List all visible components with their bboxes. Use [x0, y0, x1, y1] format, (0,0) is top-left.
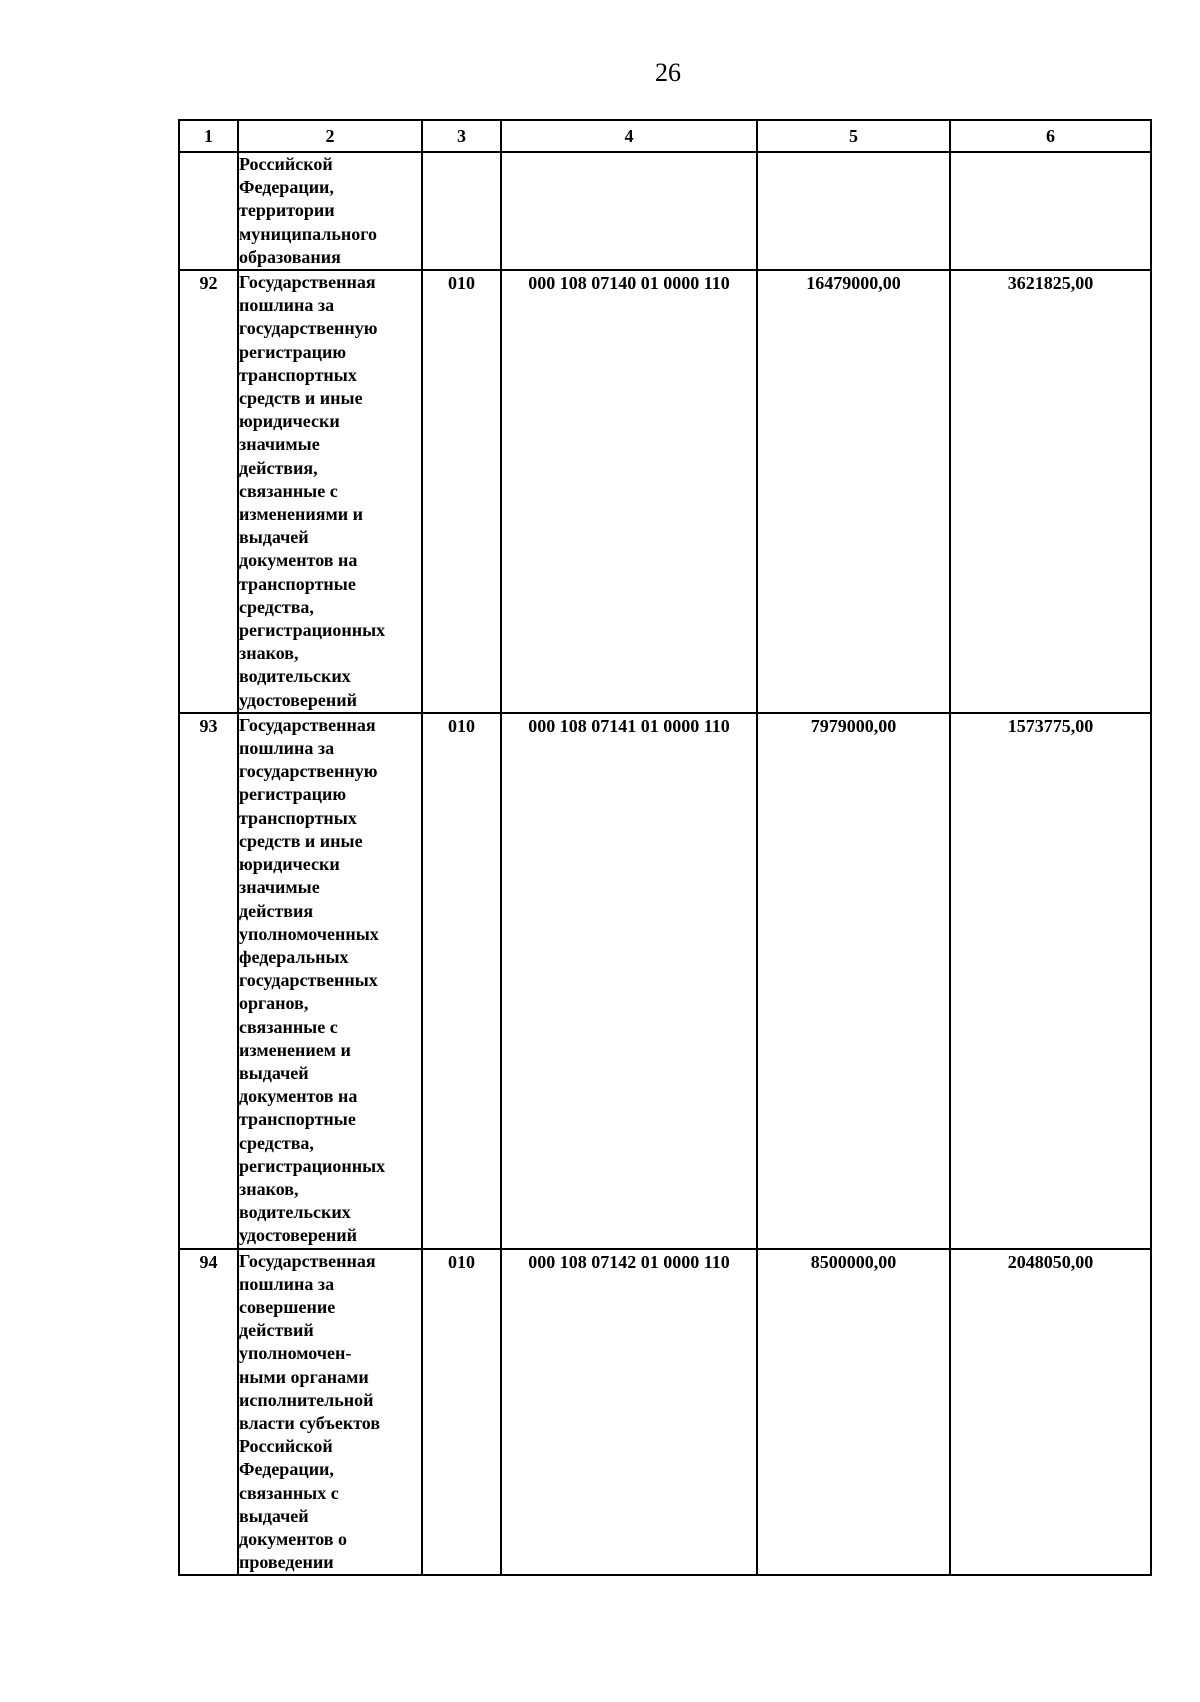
description-line: исполнительной	[239, 1389, 374, 1410]
description-line: удостоверений	[239, 1225, 357, 1246]
row-number-cell-text: 94	[199, 1251, 218, 1272]
description-line: юридически	[239, 854, 340, 875]
row-number-cell-text	[180, 153, 237, 154]
description-line: муниципального	[239, 223, 377, 244]
column-header: 4	[501, 120, 757, 152]
amount-actual-cell-text: 3621825,00	[1007, 273, 1094, 294]
table-row	[179, 152, 1151, 270]
amount-actual-cell-text	[951, 153, 1150, 154]
description-line: Российской	[239, 154, 333, 174]
description-line: образования	[239, 246, 341, 267]
description-line: ными органами	[239, 1366, 369, 1387]
description-line: совершение	[239, 1296, 336, 1317]
description-line: документов на	[239, 550, 358, 571]
amount-plan-cell-text: 8500000,00	[810, 1251, 897, 1272]
description-line: регистрацию	[239, 341, 347, 362]
description-line: водительских	[239, 666, 351, 687]
description-line: документов на	[239, 1086, 358, 1107]
amount-plan-cell	[757, 1249, 950, 1576]
description-cell	[238, 152, 422, 270]
amount-actual-cell	[950, 1249, 1151, 1576]
description-cell	[238, 713, 422, 1249]
amount-actual-cell-text: 1573775,00	[1007, 715, 1094, 736]
description-line: связанные с	[239, 480, 338, 501]
description-line: выдачей	[239, 1062, 309, 1083]
description-line: связанных с	[239, 1482, 339, 1503]
kbk-cell	[501, 1249, 757, 1576]
description-line: водительских	[239, 1202, 351, 1223]
kbk-cell	[501, 713, 757, 1249]
description-line: регистрационных	[239, 620, 386, 641]
page-number: 26	[655, 58, 681, 87]
description-line: власти субъектов	[239, 1412, 381, 1433]
description-line: регистрационных	[239, 1155, 386, 1176]
description-line: изменениями и	[239, 504, 363, 525]
description-line: Российской	[239, 1436, 333, 1457]
description-line: транспортные	[239, 573, 356, 594]
row-number-cell-text: 92	[199, 273, 218, 294]
description-cell	[238, 270, 422, 713]
description-line: Федерации,	[239, 1459, 334, 1480]
description-line: знаков,	[239, 643, 299, 664]
description-line: органов,	[239, 993, 309, 1014]
description-line: уполномоченных	[239, 923, 379, 944]
description-line: Государственная	[239, 1250, 376, 1271]
description-line: средства,	[239, 596, 314, 617]
description-line: документов о	[239, 1528, 347, 1549]
kbk-cell-text: 000 108 07140 01 0000 110	[528, 273, 730, 294]
row-number-cell	[179, 1249, 238, 1576]
description-cell	[238, 1249, 422, 1576]
description-line: значимые	[239, 434, 320, 455]
description-line: изменением и	[239, 1039, 351, 1060]
code-cell-text: 010	[448, 273, 475, 294]
amount-actual-cell-text: 2048050,00	[1007, 1251, 1094, 1272]
description-line: пошлина за	[239, 1273, 335, 1294]
description-line: транспортные	[239, 1109, 356, 1130]
description-line: выдачей	[239, 527, 309, 548]
description-line: территории	[239, 200, 335, 221]
revenue-table	[178, 119, 1152, 1576]
code-cell	[422, 270, 501, 713]
description-line: юридически	[239, 411, 340, 432]
code-cell	[422, 152, 501, 270]
code-cell-text: 010	[448, 1251, 475, 1272]
kbk-cell-text: 000 108 07142 01 0000 110	[528, 1251, 730, 1272]
column-header: 3	[422, 120, 501, 152]
amount-plan-cell	[757, 152, 950, 270]
description-line: уполномочен-	[239, 1343, 352, 1364]
description-line: удостоверений	[239, 689, 357, 710]
description-line: пошлина за	[239, 738, 335, 759]
description-line: действия,	[239, 457, 318, 478]
kbk-cell	[501, 152, 757, 270]
code-cell-text: 010	[448, 715, 475, 736]
description-line: пошлина за	[239, 295, 335, 316]
description-line: транспортных	[239, 364, 357, 385]
code-cell	[422, 713, 501, 1249]
description-line: регистрацию	[239, 784, 347, 805]
code-cell-text	[423, 153, 500, 154]
description-line: государственную	[239, 761, 378, 782]
description-line: средств и иные	[239, 388, 363, 409]
table-header-row	[179, 120, 1151, 152]
description-line: Федерации,	[239, 177, 334, 198]
table-row	[179, 1249, 1151, 1576]
description-line: действия	[239, 900, 314, 921]
amount-actual-cell	[950, 713, 1151, 1249]
description-line: знаков,	[239, 1178, 299, 1199]
column-header: 5	[757, 120, 950, 152]
table-row	[179, 270, 1151, 713]
kbk-cell-text: 000 108 07141 01 0000 110	[528, 715, 730, 736]
description-line: Государственная	[239, 714, 376, 735]
row-number-cell	[179, 152, 238, 270]
description-line: значимые	[239, 877, 320, 898]
description-line: Государственная	[239, 272, 376, 293]
row-number-cell-text: 93	[199, 715, 218, 736]
column-header: 2	[238, 120, 422, 152]
amount-actual-cell	[950, 270, 1151, 713]
row-number-cell	[179, 270, 238, 713]
table-row	[179, 713, 1151, 1249]
kbk-cell-text	[502, 153, 756, 154]
table-body	[179, 152, 1151, 1575]
description-line: связанные с	[239, 1016, 338, 1037]
description-line: средств и иные	[239, 830, 363, 851]
amount-plan-cell-text	[758, 153, 949, 154]
amount-plan-cell-text: 16479000,00	[806, 273, 901, 294]
description-line: федеральных	[239, 946, 349, 967]
amount-actual-cell	[950, 152, 1151, 270]
column-header: 6	[950, 120, 1151, 152]
description-line: средства,	[239, 1132, 314, 1153]
row-number-cell	[179, 713, 238, 1249]
description-line: транспортных	[239, 807, 357, 828]
description-line: государственную	[239, 318, 378, 339]
description-line: выдачей	[239, 1505, 309, 1526]
description-line: действий	[239, 1320, 314, 1341]
description-line: проведении	[239, 1552, 334, 1573]
column-header: 1	[179, 120, 238, 152]
amount-plan-cell-text: 7979000,00	[810, 715, 897, 736]
amount-plan-cell	[757, 270, 950, 713]
description-line: государственных	[239, 970, 378, 991]
code-cell	[422, 1249, 501, 1576]
amount-plan-cell	[757, 713, 950, 1249]
kbk-cell	[501, 270, 757, 713]
